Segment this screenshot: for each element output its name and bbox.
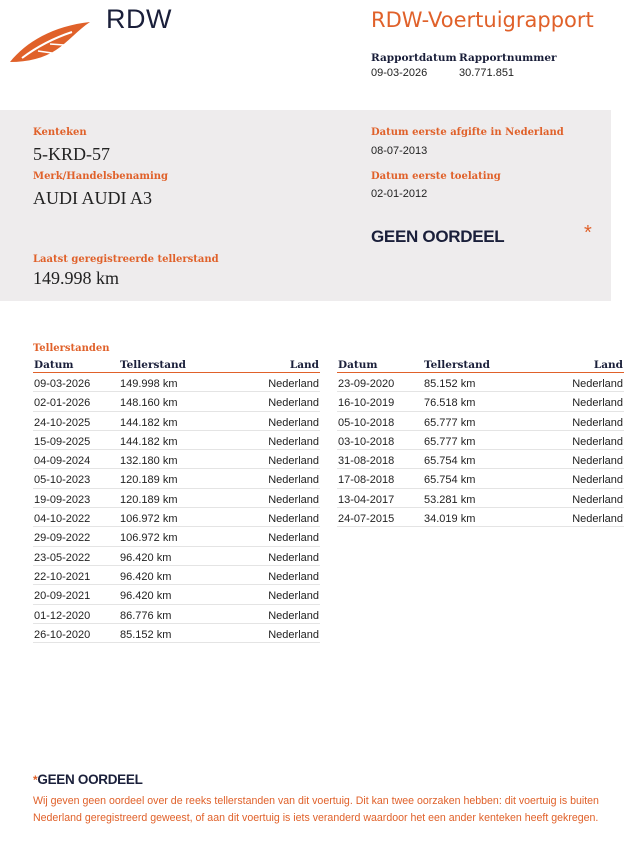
report-number-value: 30.771.851: [459, 67, 515, 79]
row-date: 16-10-2019: [338, 397, 395, 410]
table-row: [337, 373, 624, 392]
table-row: [33, 489, 320, 508]
row-odometer: 144.182 km: [120, 435, 178, 448]
table-row: [33, 412, 320, 431]
row-date: 05-10-2018: [338, 416, 395, 429]
header-country: Land: [289, 359, 319, 371]
row-date: 04-10-2022: [34, 513, 91, 526]
row-date: 29-09-2022: [34, 532, 91, 545]
row-odometer: 144.182 km: [120, 416, 178, 429]
header-date: Datum: [34, 359, 74, 371]
table-row: [33, 624, 320, 643]
row-country: Nederland: [268, 455, 319, 468]
row-date: 26-10-2020: [34, 628, 91, 641]
row-country: Nederland: [572, 455, 623, 468]
table-row: [33, 431, 320, 450]
row-date: 03-10-2018: [338, 435, 395, 448]
row-odometer: 65.777 km: [424, 416, 476, 429]
first-admission-label: Datum eerste toelating: [371, 171, 501, 182]
table-header: [33, 358, 320, 373]
row-date: 31-08-2018: [338, 455, 395, 468]
row-date: 17-08-2018: [338, 474, 395, 487]
row-date: 23-09-2020: [338, 378, 395, 390]
plate-label: Kenteken: [33, 127, 87, 138]
table-header: [337, 358, 624, 373]
row-odometer: 96.420 km: [120, 590, 172, 603]
table-row: [337, 412, 624, 431]
row-country: Nederland: [572, 513, 623, 526]
row-odometer: 96.420 km: [120, 551, 172, 564]
first-admission-value: 02-01-2012: [371, 188, 428, 200]
row-country: Nederland: [572, 416, 623, 429]
row-odometer: 86.776 km: [120, 609, 172, 622]
header-date: Datum: [338, 359, 378, 371]
odometer-table-right: [337, 358, 624, 527]
header-odometer: Tellerstand: [424, 359, 491, 371]
report-date-value: 09-03-2026: [371, 67, 428, 79]
row-date: 15-09-2025: [34, 435, 91, 448]
row-date: 04-09-2024: [34, 455, 91, 468]
make-label: Merk/Handelsbenaming: [33, 171, 169, 182]
row-date: 19-09-2023: [34, 493, 91, 506]
report-date-label: Rapportdatum: [371, 52, 457, 64]
verdict-text: GEEN OORDEEL: [371, 227, 505, 246]
row-odometer: 120.189 km: [120, 493, 178, 506]
footnote-asterisk: *: [33, 773, 38, 787]
first-nl-value: 08-07-2013: [371, 145, 428, 157]
brand-name: RDW: [106, 4, 172, 34]
row-country: Nederland: [268, 493, 319, 506]
row-country: Nederland: [268, 513, 319, 526]
row-date: 02-01-2026: [34, 397, 91, 410]
row-date: 20-09-2021: [34, 590, 91, 603]
row-odometer: 76.518 km: [424, 397, 476, 410]
row-odometer: 106.972 km: [120, 513, 178, 526]
row-country: Nederland: [268, 397, 319, 410]
last-odometer-value: 149.998 km: [33, 268, 120, 288]
row-odometer: 65.777 km: [424, 435, 476, 448]
row-date: 05-10-2023: [34, 474, 91, 487]
row-odometer: 149.998 km: [120, 378, 178, 390]
row-country: Nederland: [268, 378, 319, 390]
table-row: [337, 450, 624, 469]
row-odometer: 148.160 km: [120, 397, 178, 410]
verdict-asterisk: *: [584, 222, 592, 244]
report-number-label: Rapportnummer: [459, 52, 557, 64]
row-country: Nederland: [572, 474, 623, 487]
row-country: Nederland: [268, 590, 319, 603]
header-odometer: Tellerstand: [120, 359, 187, 371]
last-odometer-label: Laatst geregistreerde tellerstand: [33, 254, 219, 265]
row-date: 09-03-2026: [34, 378, 91, 390]
rdw-logo-icon: [8, 20, 92, 66]
header-country: Land: [593, 359, 623, 371]
row-odometer: 85.152 km: [120, 628, 172, 641]
report-title: RDW-Voertuigrapport: [371, 8, 594, 32]
row-odometer: 34.019 km: [424, 513, 476, 526]
row-date: 01-12-2020: [34, 609, 91, 622]
row-date: 24-10-2025: [34, 416, 91, 429]
table-row: [337, 469, 624, 488]
table-row: [33, 392, 320, 411]
table-row: [33, 585, 320, 604]
footnote-title: [33, 772, 143, 787]
row-country: Nederland: [268, 628, 319, 641]
table-row: [33, 527, 320, 546]
row-date: 23-05-2022: [34, 551, 91, 564]
table-row: [33, 566, 320, 585]
row-country: Nederland: [268, 416, 319, 429]
row-country: Nederland: [268, 570, 319, 583]
table-row: [33, 547, 320, 566]
row-odometer: 65.754 km: [424, 455, 476, 468]
row-country: Nederland: [268, 609, 319, 622]
row-country: Nederland: [572, 397, 623, 410]
row-date: 22-10-2021: [34, 570, 91, 583]
table-row: [33, 469, 320, 488]
table-row: [337, 392, 624, 411]
odometer-section-title: Tellerstanden: [33, 343, 110, 354]
row-odometer: 132.180 km: [120, 455, 178, 468]
row-country: Nederland: [268, 435, 319, 448]
table-row: [33, 450, 320, 469]
table-row: [33, 373, 320, 392]
footnote-title-text: GEEN OORDEEL: [37, 772, 143, 787]
table-row: [33, 605, 320, 624]
row-country: Nederland: [268, 474, 319, 487]
row-odometer: 106.972 km: [120, 532, 178, 545]
row-country: Nederland: [572, 493, 623, 506]
row-country: Nederland: [572, 378, 623, 390]
first-nl-label: Datum eerste afgifte in Nederland: [371, 127, 564, 138]
footnote-text: Wij geven geen oordeel over de reeks tellerstanden van dit voertuig. Dit kan twee oorzaken hebben: dit voertuig is buiten Nederland geregistreerd geweest, of aan dit voertuig is iets veranderd waardoor het een ander kenteken heeft gekregen.: [33, 795, 599, 824]
row-date: 24-07-2015: [338, 513, 395, 526]
row-odometer: 53.281 km: [424, 493, 476, 506]
table-row: [33, 508, 320, 527]
row-country: Nederland: [572, 435, 623, 448]
row-odometer: 120.189 km: [120, 474, 178, 487]
table-row: [337, 489, 624, 508]
table-row: [337, 431, 624, 450]
odometer-table-left: [33, 358, 320, 643]
make-value: AUDI AUDI A3: [33, 188, 152, 208]
row-odometer: 96.420 km: [120, 570, 172, 583]
row-odometer: 65.754 km: [424, 474, 476, 487]
row-country: Nederland: [268, 532, 319, 545]
plate-value: 5-KRD-57: [33, 144, 110, 164]
row-odometer: 85.152 km: [424, 378, 476, 390]
table-row: [337, 508, 624, 527]
row-country: Nederland: [268, 551, 319, 564]
row-date: 13-04-2017: [338, 493, 395, 506]
